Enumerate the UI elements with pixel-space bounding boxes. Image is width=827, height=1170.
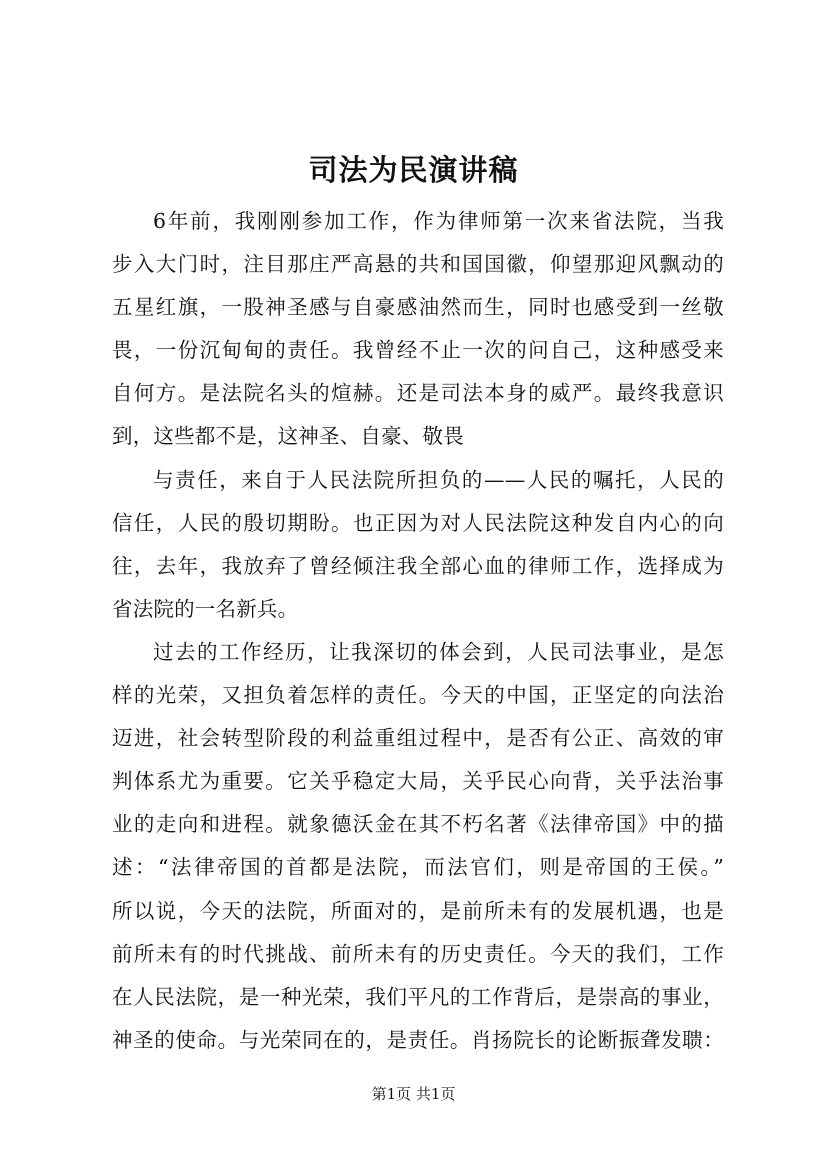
paragraph-line: 与责任，来自于人民法院所担负的——人民的嘱托，人民的 [153, 467, 724, 492]
paragraph-line: 6年前，我刚刚参加工作，作为律师第一次来省法院，当我 [153, 209, 724, 233]
paragraph-line: 步入大门时，注目那庄严高悬的共和国国徽，仰望那迎风飘动的 [112, 252, 724, 277]
paragraph-line: 信任，人民的殷切期盼。也正因为对人民法院这种发自内心的向 [112, 510, 724, 535]
paragraph-line: 述：“法律帝国的首都是法院，而法官们，则是帝国的王侯。” [112, 855, 724, 880]
paragraph-line: 省法院的一名新兵。 [112, 596, 299, 621]
paragraph-line: 往，去年，我放弃了曾经倾注我全部心血的律师工作，选择成为 [112, 553, 724, 578]
document-body [112, 200, 724, 1062]
paragraph-line: 在人民法院，是一种光荣，我们平凡的工作背后，是崇高的事业， [112, 984, 724, 1009]
document-title: 司法为民演讲稿 [308, 153, 519, 187]
page-number-footer: 第1页 共1页 [371, 1085, 456, 1103]
paragraph-line: 所以说，今天的法院，所面对的，是前所未有的发展机遇，也是 [112, 898, 724, 923]
paragraph-line: 过去的工作经历，让我深切的体会到，人民司法事业，是怎 [153, 639, 724, 664]
paragraph-line: 迈进，社会转型阶段的利益重组过程中，是否有公正、高效的审 [112, 726, 724, 751]
paragraph-line: 神圣的使命。与光荣同在的，是责任。肖扬院长的论断振聋发聩： [112, 1027, 724, 1052]
paragraph-line: 判体系尤为重要。它关乎稳定大局，关乎民心向背，关乎法治事 [112, 769, 724, 794]
paragraph-line: 业的走向和进程。就象德沃金在其不朽名著《法律帝国》中的描 [112, 812, 724, 837]
paragraph-line: 样的光荣，又担负着怎样的责任。今天的中国，正坚定的向法治 [112, 683, 724, 708]
paragraph-line: 前所未有的时代挑战、前所未有的历史责任。今天的我们，工作 [112, 941, 724, 966]
paragraph-line: 五星红旗，一股神圣感与自豪感油然而生，同时也感受到一丝敬 [112, 295, 724, 320]
paragraph-line: 畏，一份沉甸甸的责任。我曾经不止一次的问自己，这种感受来 [112, 338, 724, 363]
paragraph-line: 自何方。是法院名头的煊赫。还是司法本身的威严。最终我意识 [112, 381, 724, 406]
paragraph-line: 到，这些都不是，这神圣、自豪、敬畏 [112, 424, 464, 449]
